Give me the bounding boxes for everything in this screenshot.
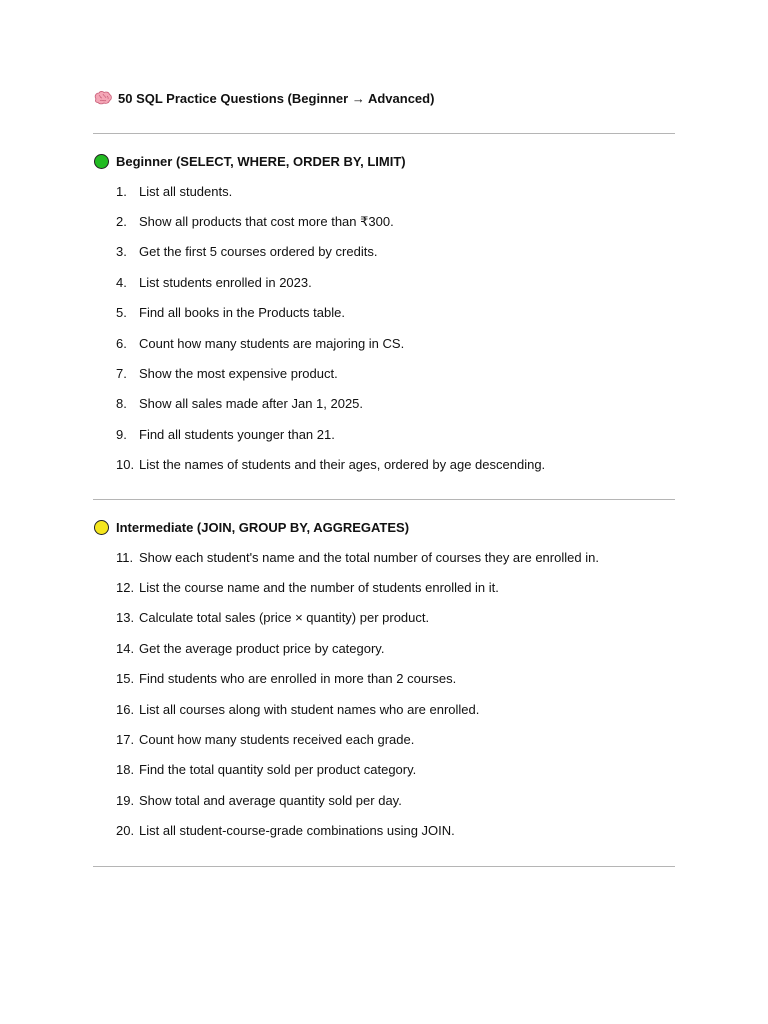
document-title: 50 SQL Practice Questions (Beginner → Advanced) bbox=[118, 90, 435, 106]
item-number: 15. bbox=[116, 671, 135, 687]
section-heading-text: Beginner (SELECT, WHERE, ORDER BY, LIMIT) bbox=[116, 153, 406, 169]
list-item bbox=[116, 572, 676, 602]
item-text: Show all sales made after Jan 1, 2025. bbox=[139, 396, 364, 412]
item-text: List all courses along with student names who are enrolled. bbox=[139, 701, 480, 717]
list-item bbox=[116, 389, 676, 419]
item-number: 10. bbox=[116, 457, 135, 473]
green-circle-icon bbox=[94, 154, 109, 169]
item-number: 8. bbox=[116, 396, 127, 412]
list-item bbox=[116, 298, 676, 328]
section-heading-text: Intermediate (JOIN, GROUP BY, AGGREGATES) bbox=[116, 519, 410, 535]
item-number: 12. bbox=[116, 580, 135, 596]
list-item bbox=[116, 755, 676, 785]
item-text: Calculate total sales (price × quantity) per product. bbox=[139, 610, 430, 626]
divider bbox=[93, 866, 675, 867]
item-text: Get the first 5 courses ordered by credits. bbox=[139, 244, 378, 260]
list-item bbox=[116, 633, 676, 663]
item-number: 14. bbox=[116, 640, 135, 656]
beginner-question-list bbox=[116, 176, 676, 480]
item-text: Show the most expensive product. bbox=[139, 366, 338, 382]
section-heading-beginner bbox=[94, 152, 406, 170]
item-text: List all student-course-grade combinations using JOIN. bbox=[139, 823, 455, 839]
item-number: 5. bbox=[116, 305, 127, 321]
list-item bbox=[116, 176, 676, 206]
item-text: Find all students younger than 21. bbox=[139, 426, 335, 442]
item-text: List all students. bbox=[139, 183, 233, 199]
item-text: List the names of students and their ages, ordered by age descending. bbox=[139, 457, 546, 473]
item-text: Show each student's name and the total number of courses they are enrolled in. bbox=[139, 549, 599, 565]
list-item bbox=[116, 724, 676, 754]
item-number: 7. bbox=[116, 366, 127, 382]
list-item bbox=[116, 816, 676, 846]
item-number: 20. bbox=[116, 823, 135, 839]
item-text: Count how many students are majoring in CS. bbox=[139, 335, 405, 351]
item-text: Find all books in the Products table. bbox=[139, 305, 345, 321]
item-text: List the course name and the number of students enrolled in it. bbox=[139, 580, 499, 596]
document-title-row bbox=[94, 89, 434, 107]
divider bbox=[93, 499, 675, 500]
item-number: 16. bbox=[116, 701, 135, 717]
item-number: 1. bbox=[116, 183, 127, 199]
item-number: 4. bbox=[116, 274, 127, 290]
list-item bbox=[116, 206, 676, 236]
item-text: Get the average product price by category. bbox=[139, 640, 385, 656]
list-item bbox=[116, 542, 676, 572]
list-item bbox=[116, 237, 676, 267]
list-item bbox=[116, 603, 676, 633]
item-number: 3. bbox=[116, 244, 127, 260]
item-number: 19. bbox=[116, 792, 135, 808]
brain-emoji-icon bbox=[94, 91, 112, 105]
list-item bbox=[116, 358, 676, 388]
item-text: Show total and average quantity sold per day. bbox=[139, 792, 402, 808]
item-text: List students enrolled in 2023. bbox=[139, 274, 312, 290]
list-item bbox=[116, 267, 676, 297]
list-item bbox=[116, 328, 676, 358]
list-item bbox=[116, 694, 676, 724]
item-number: 11. bbox=[116, 549, 134, 565]
yellow-circle-icon bbox=[94, 520, 109, 535]
section-heading-intermediate bbox=[94, 518, 409, 536]
list-item bbox=[116, 785, 676, 815]
item-text: Count how many students received each grade. bbox=[139, 732, 415, 748]
item-number: 18. bbox=[116, 762, 135, 778]
item-number: 9. bbox=[116, 426, 127, 442]
item-number: 6. bbox=[116, 335, 127, 351]
item-number: 13. bbox=[116, 610, 135, 626]
item-number: 2. bbox=[116, 214, 127, 230]
list-item bbox=[116, 450, 676, 480]
list-item bbox=[116, 419, 676, 449]
item-text: Find students who are enrolled in more than 2 courses. bbox=[139, 671, 457, 687]
list-item bbox=[116, 664, 676, 694]
item-number: 17. bbox=[116, 732, 135, 748]
divider bbox=[93, 133, 675, 134]
item-text: Find the total quantity sold per product category. bbox=[139, 762, 417, 778]
intermediate-question-list bbox=[116, 542, 676, 846]
item-text: Show all products that cost more than ₹300. bbox=[139, 213, 394, 229]
